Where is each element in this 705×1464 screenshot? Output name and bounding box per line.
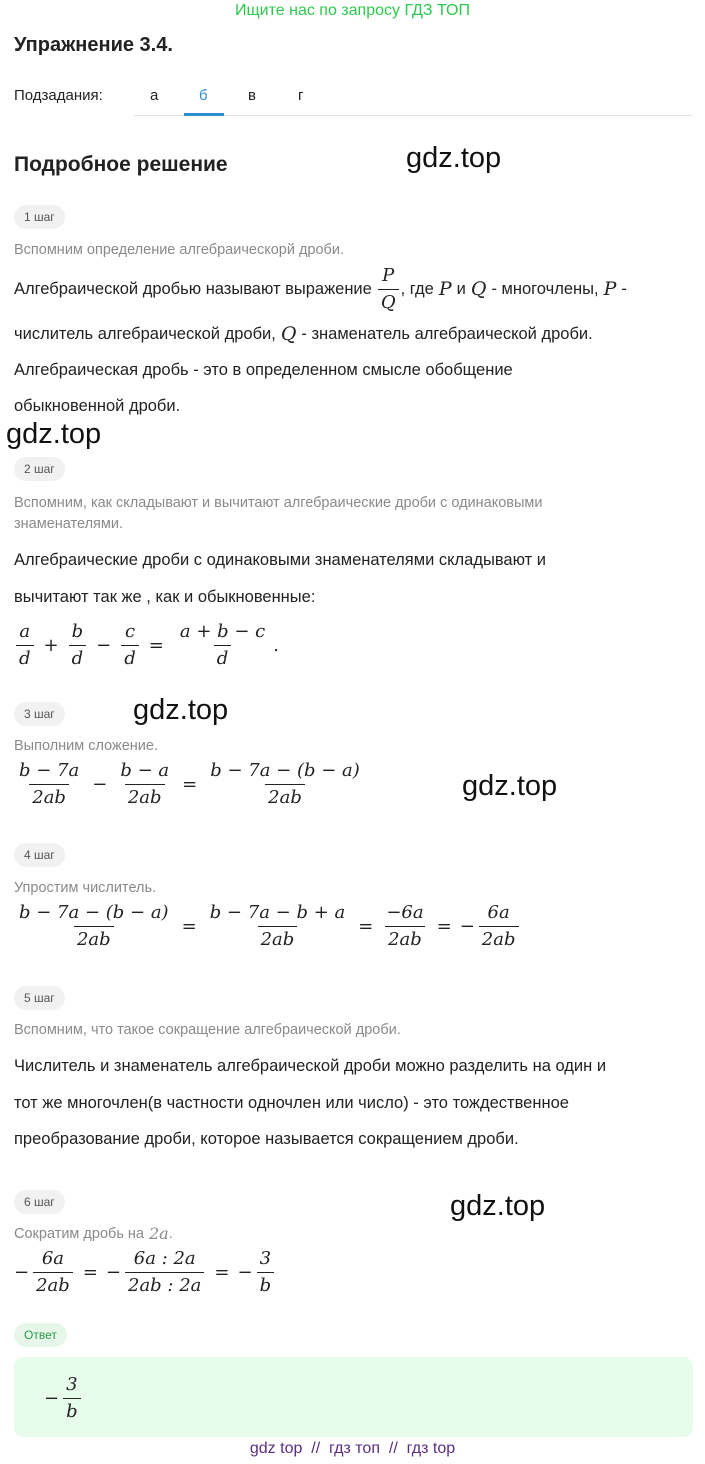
- step-text: обыкновенной дроби.: [14, 397, 181, 415]
- answer-badge: Ответ: [14, 1323, 67, 1347]
- step-hint: знаменателями.: [14, 516, 123, 532]
- fraction: [479, 903, 519, 950]
- step-hint: Упростим числитель.: [14, 880, 157, 896]
- fraction-denominator: b: [257, 1272, 275, 1296]
- fraction: [33, 1249, 73, 1296]
- fraction-numerator: b: [71, 621, 84, 642]
- fraction-denominator: Q: [378, 289, 399, 313]
- fraction: [174, 622, 271, 669]
- minus-sign: −: [237, 1261, 253, 1283]
- equals-sign: =: [182, 773, 198, 795]
- math-var: Q: [280, 323, 297, 345]
- subtask-tab-v[interactable]: в: [248, 87, 256, 104]
- fraction: [125, 1249, 204, 1296]
- fraction: [16, 622, 34, 669]
- fraction: [63, 1375, 81, 1422]
- section-title: Подробное решение: [14, 153, 228, 176]
- text-fragment: , где: [400, 279, 434, 298]
- answer-box: [14, 1357, 693, 1437]
- fraction-p-over-q: [378, 266, 399, 313]
- fraction-denominator: d: [121, 645, 139, 669]
- equals-sign: =: [82, 1261, 98, 1283]
- step-badge: 3 шаг: [14, 702, 65, 726]
- text-fragment: Алгебраической дробью называют выражение: [14, 279, 372, 298]
- step-hint: [14, 1223, 173, 1245]
- fraction: [16, 761, 82, 808]
- plus-sign: +: [43, 634, 59, 656]
- equals-sign: =: [181, 915, 197, 937]
- fraction: [117, 761, 172, 808]
- step-badge: 4 шаг: [14, 843, 65, 867]
- step-text: [14, 323, 593, 345]
- subtask-tab-b[interactable]: б: [199, 87, 208, 104]
- fraction-numerator: b − 7a: [19, 760, 80, 781]
- fraction-numerator: b − 7a − (b − a): [210, 760, 360, 781]
- math-var: Q: [470, 278, 487, 301]
- fraction-denominator: d: [16, 645, 34, 669]
- minus-sign: −: [44, 1387, 60, 1409]
- watermark: gdz.top: [133, 694, 229, 726]
- fraction-numerator: 6a: [41, 1248, 65, 1269]
- text-fragment: числитель алгебраической дроби,: [14, 324, 276, 343]
- top-banner: Ищите нас по запросу ГДЗ ТОП: [235, 2, 470, 19]
- fraction-denominator: 2ab: [74, 926, 114, 950]
- step-hint: Вспомним, что такое сокращение алгебраической дроби.: [14, 1022, 401, 1038]
- formula-addition-rule: [14, 622, 279, 669]
- text-fragment: - знаменатель алгебраической дроби.: [301, 324, 593, 343]
- equals-sign: =: [358, 915, 374, 937]
- step-text: вычитают так же , как и обыкновенные:: [14, 588, 316, 606]
- fraction: [383, 903, 426, 950]
- fraction: [207, 903, 349, 950]
- fraction-numerator: −6a: [386, 902, 424, 923]
- watermark: gdz.top: [462, 770, 558, 802]
- fraction-denominator: 2ab: [125, 784, 165, 808]
- step-hint: Вспомним определение алгебраическорй дроби.: [14, 242, 344, 258]
- subtask-tab-a[interactable]: а: [150, 87, 159, 104]
- equals-sign: =: [436, 915, 452, 937]
- equals-sign: =: [148, 634, 164, 656]
- fraction-numerator: b − 7a − (b − a): [19, 902, 169, 923]
- step-hint: Выполним сложение.: [14, 738, 158, 754]
- step-text: Числитель и знаменатель алгебраической дроби можно разделить на один и: [14, 1057, 607, 1075]
- step-badge: 5 шаг: [14, 986, 65, 1010]
- answer-formula: [44, 1375, 83, 1422]
- step-text: тот же многочлен(в частности одночлен или число) - это тождественное: [14, 1094, 569, 1112]
- math-var: P: [603, 278, 617, 301]
- subtask-tab-g[interactable]: г: [298, 87, 304, 104]
- fraction-numerator: a + b − c: [179, 621, 266, 642]
- step-badge: 2 шаг: [14, 457, 65, 481]
- fraction-denominator: 2ab: [385, 926, 425, 950]
- equals-sign: =: [214, 1261, 230, 1283]
- fraction-numerator: 6a: [487, 902, 510, 923]
- minus-sign: −: [96, 634, 112, 656]
- fraction: [257, 1249, 275, 1296]
- fraction: [16, 903, 172, 950]
- watermark: gdz.top: [6, 418, 102, 450]
- text-fragment: .: [168, 1226, 173, 1242]
- watermark: gdz.top: [450, 1190, 546, 1222]
- fraction-numerator: b − a: [120, 760, 170, 781]
- fraction: [207, 761, 363, 808]
- minus-sign: −: [14, 1261, 30, 1283]
- fraction-denominator: 2ab: [265, 784, 305, 808]
- minus-sign: −: [459, 915, 475, 937]
- fraction-numerator: P: [382, 265, 395, 286]
- fraction-numerator: c: [124, 621, 136, 642]
- text-fragment: -: [621, 279, 627, 298]
- fraction-denominator: d: [69, 645, 87, 669]
- fraction-denominator: d: [214, 645, 232, 669]
- step-text: Алгебраическая дробь - это в определенном смысле обобщение: [14, 361, 513, 379]
- fraction-denominator: 2ab: [258, 926, 298, 950]
- fraction-denominator: 2ab : 2a: [125, 1272, 204, 1296]
- text-fragment: и: [456, 279, 466, 298]
- fraction: [121, 622, 139, 669]
- fraction-numerator: a: [19, 621, 31, 642]
- period: .: [273, 634, 279, 656]
- formula-step-3: [14, 761, 365, 808]
- step-badge: 1 шаг: [14, 205, 65, 229]
- formula-step-4: [14, 903, 521, 950]
- math-expr: 2a: [148, 1224, 169, 1243]
- formula-step-6: [14, 1249, 276, 1296]
- exercise-title: Упражнение 3.4.: [14, 34, 173, 56]
- fraction-denominator: 2ab: [29, 784, 69, 808]
- text-fragment: - многочлены,: [491, 279, 599, 298]
- fraction-denominator: 2ab: [479, 926, 519, 950]
- text-fragment: Сократим дробь на: [14, 1226, 144, 1242]
- step-text: [14, 266, 627, 313]
- active-tab-indicator: [184, 113, 224, 116]
- fraction-denominator: 2ab: [33, 1272, 73, 1296]
- fraction-denominator: b: [63, 1398, 81, 1422]
- footer-links[interactable]: gdz top // гдз топ // гдз top: [249, 1440, 456, 1457]
- step-hint: Вспомним, как складывают и вычитают алгебраические дроби с одинаковыми: [14, 495, 543, 511]
- watermark: gdz.top: [406, 142, 502, 174]
- step-badge: 6 шаг: [14, 1190, 65, 1214]
- fraction-numerator: 6a : 2a: [133, 1248, 196, 1269]
- minus-sign: −: [92, 773, 108, 795]
- step-text: Алгебраические дроби с одинаковыми знаменателями складывают и: [14, 551, 546, 569]
- step-text: преобразование дроби, которое называется сокращением дроби.: [14, 1130, 519, 1148]
- fraction-numerator: 3: [259, 1248, 272, 1269]
- subtasks-label: Подзадания:: [14, 87, 103, 104]
- minus-sign: −: [105, 1261, 121, 1283]
- fraction-numerator: b − 7a − b + a: [209, 902, 346, 923]
- fraction-numerator: 3: [66, 1374, 78, 1395]
- math-var: P: [438, 278, 452, 301]
- fraction: [69, 622, 87, 669]
